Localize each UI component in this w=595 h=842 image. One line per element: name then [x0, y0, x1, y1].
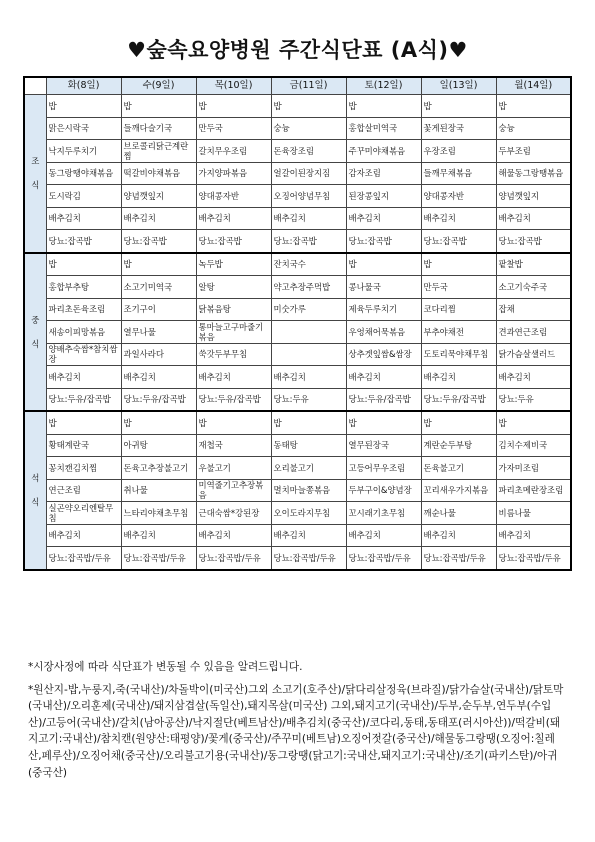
menu-cell: 당뇨:잡곡밥 [496, 230, 571, 253]
menu-row [24, 388, 571, 411]
menu-cell: 양대콩자반 [421, 185, 496, 208]
menu-cell: 당뇨:두유/잡곡밥 [346, 388, 421, 411]
header-corner [24, 77, 46, 95]
menu-cell: 두부구이&양념장 [346, 479, 421, 502]
menu-cell: 도시락김 [46, 185, 121, 208]
day-header: 목(10일) [196, 77, 271, 95]
menu-cell: 브로콜리닭근계란찜 [121, 140, 196, 163]
menu-cell: 미역줄기고추장볶음 [196, 479, 271, 502]
meal-label-char: 중 [31, 314, 40, 325]
menu-row [24, 185, 571, 208]
menu-cell: 갈치무우조림 [196, 140, 271, 163]
menu-cell: 근대숙쌈*강된장 [196, 502, 271, 525]
menu-cell: 배추김치 [421, 207, 496, 230]
menu-cell: 느타리야채초무침 [121, 502, 196, 525]
menu-cell: 밥 [346, 95, 421, 118]
menu-cell: 배추김치 [271, 207, 346, 230]
menu-cell: 배추김치 [496, 366, 571, 389]
menu-cell: 밥 [271, 411, 346, 434]
menu-cell: 오리불고기 [271, 457, 346, 480]
menu-cell: 돈육장조림 [271, 140, 346, 163]
menu-cell: 당뇨:두유 [496, 388, 571, 411]
menu-cell: 숭늉 [271, 117, 346, 140]
menu-cell: 배추김치 [196, 366, 271, 389]
menu-cell: 동태탕 [271, 434, 346, 457]
menu-cell: 소고기미역국 [121, 276, 196, 299]
menu-cell: 고등어무우조림 [346, 457, 421, 480]
menu-cell: 주꾸미야채볶음 [346, 140, 421, 163]
day-header: 일(13일) [421, 77, 496, 95]
day-header: 월(14일) [496, 77, 571, 95]
menu-cell: 밥 [421, 253, 496, 276]
menu-cell: 당뇨:잡곡밥/두유 [121, 547, 196, 570]
menu-body [24, 95, 571, 570]
menu-cell: 도토리묵야채무침 [421, 343, 496, 366]
menu-cell: 오이도라지무침 [271, 502, 346, 525]
menu-cell: 열무된장국 [346, 434, 421, 457]
menu-cell: 밥 [46, 95, 121, 118]
menu-cell: 밥 [346, 411, 421, 434]
menu-cell: 파리초돈육조림 [46, 298, 121, 321]
menu-cell: 당뇨:잡곡밥 [46, 230, 121, 253]
menu-cell: 실곤약오리엔탈무침 [46, 502, 121, 525]
menu-cell: 된장콩잎지 [346, 185, 421, 208]
notice-text: *시장사정에 따라 식단표가 변동될 수 있음을 알려드립니다. [28, 661, 303, 673]
meal-label-char: 조 [31, 156, 40, 167]
menu-row [24, 321, 571, 344]
menu-row [24, 140, 571, 163]
menu-row [24, 117, 571, 140]
menu-row [24, 479, 571, 502]
menu-cell: 알탕 [196, 276, 271, 299]
origin-text: *원산지-밥,누룽지,죽(국내산)/차돌박이(미국산)그외 소고기(호주산)/닭다리살정육(브라질)/닭가슴살(국내산)/닭토막(국내산)/오리훈제(국내산)/돼지삼겹살(독일산),돼지목살(미국산) 그외,돼지고기(국내산)/두부,순두부,연두부(수입산)/고등어(국내산)/갈치(남아공산)/낙지절단(베트남산)/배추김치(중국산)/코다리,동태,동태포(러시아산))/떡갈비(돼지고기:국내산)/참치캔(원양산:태평양)/꽃게(중국산)/주꾸미(베트남)오징어젓갈(중국산)/해물동그랑땡(오징어:칠레산,페루산)/오징어채(중국산)/오리불고기용(국내산)/동그랑땡(닭고기:국내산,돼지고기:국내산)/조기(파키스탄)/아귀(중국산) [28, 683, 564, 779]
weekly-menu-table [23, 76, 572, 571]
menu-cell: 상추겟잎쌈&쌈장 [346, 343, 421, 366]
meal-label-char: 식 [31, 180, 40, 191]
menu-cell: 밥 [196, 95, 271, 118]
menu-row [24, 253, 571, 276]
menu-cell: 해물동그랑땡볶음 [496, 162, 571, 185]
menu-cell: 우불고기 [196, 457, 271, 480]
menu-cell: 배추김치 [46, 207, 121, 230]
menu-cell: 돈육불고기 [421, 457, 496, 480]
menu-cell: 배추김치 [496, 207, 571, 230]
menu-cell: 당뇨:잡곡밥 [421, 230, 496, 253]
menu-cell: 꽃게된장국 [421, 117, 496, 140]
menu-cell: 당뇨:잡곡밥/두유 [196, 547, 271, 570]
menu-cell: 밥 [121, 411, 196, 434]
menu-cell: 맑은시락국 [46, 117, 121, 140]
menu-row [24, 547, 571, 570]
menu-row [24, 434, 571, 457]
menu-cell: 배추김치 [196, 524, 271, 547]
menu-cell [271, 321, 346, 344]
menu-cell: 견과연근조림 [496, 321, 571, 344]
menu-cell: 취나물 [121, 479, 196, 502]
menu-cell: 새송이피망볶음 [46, 321, 121, 344]
menu-cell: 배추김치 [121, 366, 196, 389]
day-header: 화(8일) [46, 77, 121, 95]
menu-cell: 계란순두부탕 [421, 434, 496, 457]
menu-cell: 배추김치 [346, 524, 421, 547]
menu-cell: 홍합부추탕 [46, 276, 121, 299]
menu-cell: 밥 [121, 253, 196, 276]
menu-cell: 멸치마늘쫑볶음 [271, 479, 346, 502]
meal-label [24, 411, 46, 570]
menu-cell: 코다리찜 [421, 298, 496, 321]
day-header: 수(9일) [121, 77, 196, 95]
menu-cell: 당뇨:두유/잡곡밥 [421, 388, 496, 411]
menu-cell: 당뇨:잡곡밥/두유 [496, 547, 571, 570]
menu-cell: 배추김치 [46, 524, 121, 547]
menu-cell: 배추김치 [196, 207, 271, 230]
menu-cell: 밥 [196, 411, 271, 434]
meal-label [24, 95, 46, 253]
menu-cell: 당뇨:잡곡밥/두유 [271, 547, 346, 570]
menu-cell: 배추김치 [46, 366, 121, 389]
menu-row [24, 230, 571, 253]
day-header: 토(12일) [346, 77, 421, 95]
menu-cell: 떡갈비야채볶음 [121, 162, 196, 185]
menu-cell: 당뇨:두유/잡곡밥 [46, 388, 121, 411]
menu-cell: 밥 [496, 411, 571, 434]
menu-cell: 가지양파볶음 [196, 162, 271, 185]
menu-cell: 당뇨:잡곡밥 [346, 230, 421, 253]
menu-cell: 만두국 [196, 117, 271, 140]
menu-cell: 가자미조림 [496, 457, 571, 480]
menu-cell: 약고추장주먹밥 [271, 276, 346, 299]
menu-cell: 양대콩자반 [196, 185, 271, 208]
menu-cell: 당뇨:잡곡밥 [121, 230, 196, 253]
menu-cell: 양념깻잎지 [496, 185, 571, 208]
menu-cell: 홍합살미역국 [346, 117, 421, 140]
menu-row [24, 95, 571, 118]
menu-cell: 두부조림 [496, 140, 571, 163]
menu-cell: 조기구이 [121, 298, 196, 321]
menu-cell: 당뇨:잡곡밥/두유 [46, 547, 121, 570]
menu-cell [271, 343, 346, 366]
menu-row [24, 298, 571, 321]
menu-cell: 배추김치 [271, 366, 346, 389]
menu-cell: 당뇨:두유/잡곡밥 [196, 388, 271, 411]
menu-cell: 열무나물 [121, 321, 196, 344]
menu-cell: 배추김치 [421, 366, 496, 389]
page-title: ♥숲속요양병원 주간식단표 (A식)♥ [127, 38, 468, 62]
menu-cell: 양배추숙쌈*참치쌈장 [46, 343, 121, 366]
menu-cell: 잡채 [496, 298, 571, 321]
day-header: 금(11일) [271, 77, 346, 95]
menu-cell: 들깨다슬기국 [121, 117, 196, 140]
menu-cell: 김치수제비국 [496, 434, 571, 457]
menu-row [24, 524, 571, 547]
menu-cell: 만두국 [421, 276, 496, 299]
meal-label-char: 식 [31, 497, 40, 508]
menu-cell: 녹두밥 [196, 253, 271, 276]
menu-cell: 당뇨:잡곡밥/두유 [346, 547, 421, 570]
menu-cell: 콩나물국 [346, 276, 421, 299]
menu-cell: 돈육고추장불고기 [121, 457, 196, 480]
menu-cell: 통마늘고구마줄기볶음 [196, 321, 271, 344]
menu-cell: 꼬리새우가지볶음 [421, 479, 496, 502]
menu-cell: 배추김치 [121, 207, 196, 230]
menu-cell: 아귀탕 [121, 434, 196, 457]
menu-cell: 닭가슴살샐러드 [496, 343, 571, 366]
menu-cell: 미숫가루 [271, 298, 346, 321]
menu-cell: 꽁치캔김치찜 [46, 457, 121, 480]
menu-cell: 배추김치 [271, 524, 346, 547]
menu-cell: 소고기숙주국 [496, 276, 571, 299]
menu-cell: 우장조림 [421, 140, 496, 163]
menu-cell: 밥 [121, 95, 196, 118]
menu-cell: 밥 [421, 95, 496, 118]
menu-cell: 황태계란국 [46, 434, 121, 457]
meal-label [24, 253, 46, 412]
table-header-row [24, 77, 571, 95]
menu-cell: 배추김치 [346, 366, 421, 389]
menu-cell: 연근조림 [46, 479, 121, 502]
menu-row [24, 457, 571, 480]
menu-cell: 밥 [421, 411, 496, 434]
menu-cell: 쑥갓두부무침 [196, 343, 271, 366]
menu-row [24, 276, 571, 299]
menu-cell: 재첩국 [196, 434, 271, 457]
menu-cell: 배추김치 [496, 524, 571, 547]
menu-cell: 동그랑땡야채볶음 [46, 162, 121, 185]
menu-cell: 당뇨:두유/잡곡밥 [121, 388, 196, 411]
menu-cell: 밥 [46, 411, 121, 434]
menu-cell: 배추김치 [421, 524, 496, 547]
menu-cell: 당뇨:두유 [271, 388, 346, 411]
menu-cell: 들깨무채볶음 [421, 162, 496, 185]
menu-cell: 파리초메란장조림 [496, 479, 571, 502]
menu-cell: 얼갈이된장지짐 [271, 162, 346, 185]
menu-cell: 깨순나물 [421, 502, 496, 525]
menu-cell: 닭볶음탕 [196, 298, 271, 321]
menu-cell: 당뇨:잡곡밥 [271, 230, 346, 253]
menu-cell: 과일사라다 [121, 343, 196, 366]
menu-cell: 당뇨:잡곡밥 [196, 230, 271, 253]
menu-cell: 비름나물 [496, 502, 571, 525]
menu-cell: 숭늉 [496, 117, 571, 140]
meal-label-char: 석 [31, 473, 40, 484]
menu-row [24, 207, 571, 230]
notes [28, 659, 568, 787]
menu-cell: 낙지두루치기 [46, 140, 121, 163]
menu-cell: 양념깻잎지 [121, 185, 196, 208]
menu-cell: 팥찰밥 [496, 253, 571, 276]
menu-row [24, 343, 571, 366]
menu-cell: 밥 [271, 95, 346, 118]
menu-row [24, 502, 571, 525]
menu-cell: 밥 [346, 253, 421, 276]
menu-cell: 오징어양념무침 [271, 185, 346, 208]
meal-label-char: 식 [31, 338, 40, 349]
menu-cell: 배추김치 [346, 207, 421, 230]
menu-cell: 잔치국수 [271, 253, 346, 276]
menu-cell: 배추김치 [121, 524, 196, 547]
menu-cell: 부추야채전 [421, 321, 496, 344]
menu-cell: 감자조림 [346, 162, 421, 185]
menu-row [24, 162, 571, 185]
menu-cell: 밥 [496, 95, 571, 118]
menu-cell: 밥 [46, 253, 121, 276]
menu-row [24, 411, 571, 434]
menu-cell: 우엉채어묵볶음 [346, 321, 421, 344]
menu-cell: 당뇨:잡곡밥/두유 [421, 547, 496, 570]
menu-cell: 꼬시래기초무침 [346, 502, 421, 525]
menu-row [24, 366, 571, 389]
menu-cell: 제육두루치기 [346, 298, 421, 321]
